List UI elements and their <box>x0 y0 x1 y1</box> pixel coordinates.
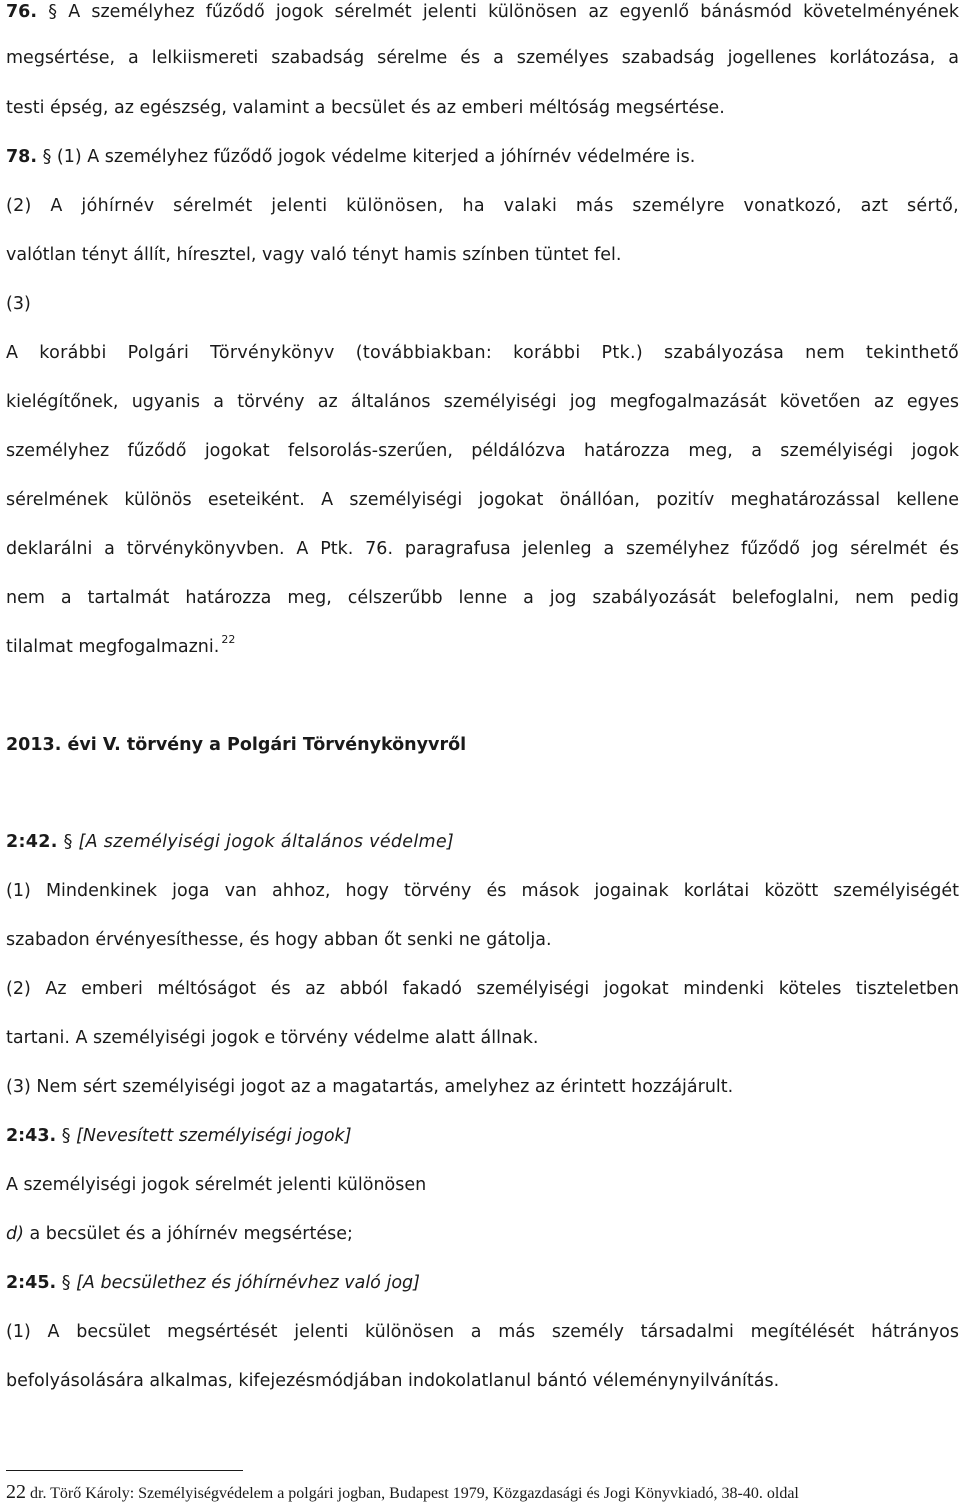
section-2-42-line-5: (3) Nem sért személyiségi jogot az a magatartás, amelyhez az érintett hozzájárult. <box>6 1077 734 1097</box>
section-2-43-line-1: A személyiségi jogok sérelmét jelenti különösen <box>6 1175 427 1195</box>
footnote-reference[interactable]: 22 <box>221 633 236 646</box>
section-2-43-title: 2:43. § [Nevesített személyiségi jogok] <box>6 1126 352 1146</box>
section-2-42-title: 2:42. § [A személyiségi jogok általános védelme] <box>6 832 455 852</box>
paragraph-78-line-3: valótlan tényt állít, híresztel, vagy való tényt hamis színben tüntet fel. <box>6 245 622 265</box>
footnote-number: 22 <box>6 1481 26 1503</box>
paragraph-76-line-3: testi épség, az egészség, valamint a becsület és az emberi méltóság megsértése. <box>6 98 725 118</box>
section-2-43-line-2: d) a becsület és a jóhírnév megsértése; <box>6 1224 353 1244</box>
section-2-45-title: 2:45. § [A becsülethez és jóhírnévhez való jog] <box>6 1273 420 1293</box>
section-2-42-line-3: (2) Az emberi méltóságot és az abból fakadó személyiségi jogokat mindenki köteles tiszteletben <box>6 979 959 999</box>
section-heading: 2013. évi V. törvény a Polgári Törvénykönyvről <box>6 735 467 755</box>
paragraph-78-line-1: 78. § (1) A személyhez fűződő jogok védelme kiterjed a jóhírnév védelmére is. <box>6 147 696 167</box>
section-2-42-line-4: tartani. A személyiségi jogok e törvény védelme alatt állnak. <box>6 1028 539 1048</box>
paragraph-78-line-4: (3) <box>6 294 31 314</box>
analysis-line-4: sérelmének különös eseteiként. A személyiségi jogokat önállóan, pozitív meghatározással kellene <box>6 490 959 510</box>
paragraph-76-line-2: megsértése, a lelkiismereti szabadság sérelme és a személyes szabadság jogellenes korlátozása, a <box>6 48 959 68</box>
footnote <box>6 1480 956 1506</box>
section-2-42-line-2: szabadon érvényesíthesse, és hogy abban őt senki ne gátolja. <box>6 930 552 950</box>
analysis-line-6: nem a tartalmát határozza meg, célszerűbb lenne a jog szabályozását belefoglalni, nem pedig <box>6 588 959 608</box>
analysis-line-7: tilalmat megfogalmazni. $^{22}$ <box>6 633 236 657</box>
analysis-line-1: A korábbi Polgári Törvénykönyv (továbbiakban: korábbi Ptk.) szabályozása nem tekinthető <box>6 343 959 363</box>
analysis-line-2: kielégítőnek, ugyanis a törvény az általános személyiségi jog megfogalmazását követően az egyes <box>6 392 959 412</box>
section-2-45-line-2: befolyásolására alkalmas, kifejezésmódjában indokolatlanul bántó véleménynyilvánítás. <box>6 1371 780 1391</box>
section-2-42-line-1: (1) Mindenkinek joga van ahhoz, hogy törvény és mások jogainak korlátai között személyiségét <box>6 881 959 901</box>
footnote-text: dr. Törő Károly: Személyiségvédelem a polgári jogban, Budapest 1979, Közgazdasági és Jogi Könyvkiadó, 38-40. oldal <box>26 1485 799 1502</box>
paragraph-76-line-1: 76. § A személyhez fűződő jogok sérelmét jelenti különösen az egyenlő bánásmód követelményének <box>6 2 959 22</box>
paragraph-78-line-2: (2) A jóhírnév sérelmét jelenti különösen, ha valaki más személyre vonatkozó, azt sértő, <box>6 196 959 216</box>
footnote-separator <box>6 1470 243 1471</box>
analysis-line-5: deklarálni a törvénykönyvben. A Ptk. 76. paragrafusa jelenleg a személyhez fűződő jog sérelmét és <box>6 539 959 559</box>
section-2-45-line-1: (1) A becsület megsértését jelenti különösen a más személy társadalmi megítélését hátrányos <box>6 1322 959 1342</box>
analysis-line-3: személyhez fűződő jogokat felsorolás-szerűen, példálózva határozza meg, a személyiségi jogok <box>6 441 959 461</box>
